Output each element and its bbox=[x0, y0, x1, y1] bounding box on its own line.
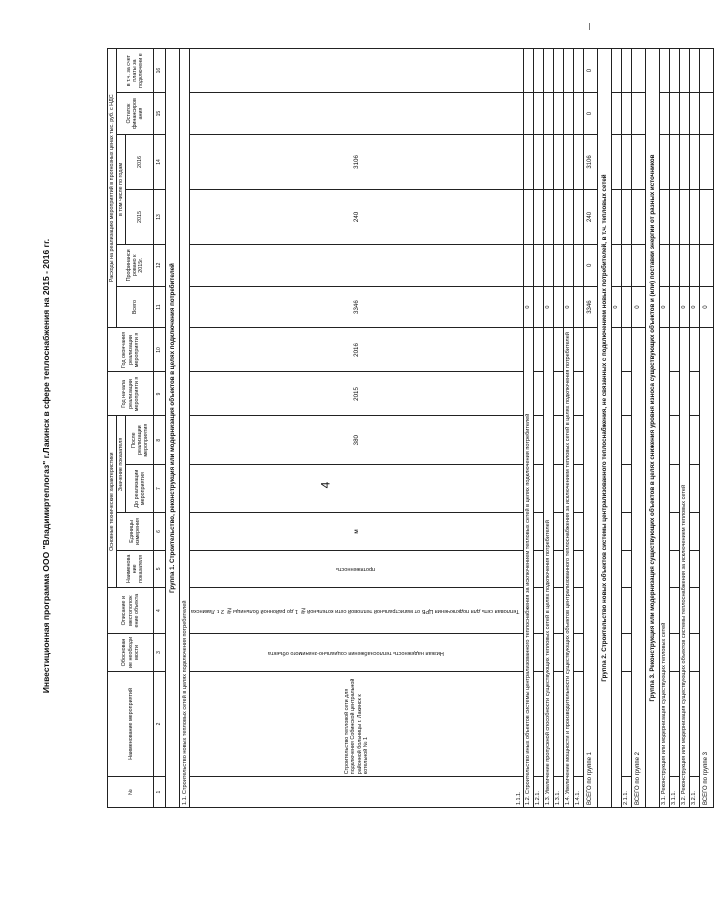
investment-table bbox=[107, 48, 714, 808]
table-row bbox=[669, 49, 679, 808]
group-1-total: 3346 bbox=[583, 286, 597, 328]
header-unit: Единицы измерения bbox=[117, 513, 154, 550]
section-1-2 bbox=[523, 49, 533, 808]
row-number: 3.2.1. bbox=[689, 777, 699, 808]
header-2016: 2016 bbox=[126, 134, 154, 189]
section-3-1 bbox=[659, 49, 669, 808]
header-after: После реализации мероприятия bbox=[126, 416, 154, 464]
section-3-2-title: 3.2. Реконструкция или модернизация существующих объектов системы теплоснабжения за исключением тепловых сетей bbox=[679, 328, 689, 808]
header-justification: Обоснован ие необходи мости bbox=[108, 634, 154, 671]
group-1-total-label: ВСЕГО по группе 1 bbox=[583, 328, 597, 808]
col-number: 16 bbox=[154, 49, 166, 93]
header-no: № bbox=[108, 777, 154, 808]
section-3-2 bbox=[679, 49, 689, 808]
group-2-total: 0 bbox=[631, 286, 645, 328]
header-2015: 2015 bbox=[126, 189, 154, 244]
group-1-header bbox=[166, 49, 180, 808]
table-row bbox=[573, 49, 583, 808]
header-financed: Профинанси ровано к 2015г. bbox=[117, 244, 154, 286]
section-1-3-total: 0 bbox=[543, 286, 553, 328]
group-1-2016: 3106 bbox=[583, 134, 597, 189]
group-3-total-label: ВСЕГО по группе 3 bbox=[699, 328, 713, 808]
remaining-value bbox=[190, 93, 524, 135]
row-number: 1.4.1. bbox=[573, 777, 583, 808]
table-row bbox=[553, 49, 563, 808]
row-number: 2.1.1. bbox=[621, 777, 631, 808]
page-number: 4 bbox=[318, 481, 333, 489]
justification-text: Низкая надежность теплоснабжения социально-значимого объекта bbox=[267, 649, 444, 656]
investment-table-rotated bbox=[107, 48, 709, 808]
row-number: 1.2.1. bbox=[533, 777, 543, 808]
header-total: Всего bbox=[117, 286, 154, 328]
group-3-title: Группа 3. Реконструкция или модернизация существующих объектов в целях снижения уровня износа существующих объектов и (или) поставки энергии от разных источников bbox=[645, 49, 659, 808]
y2016-value: 3106 bbox=[190, 134, 524, 189]
before-value bbox=[190, 464, 524, 512]
section-1-2-total: 0 bbox=[523, 286, 533, 328]
section-1-4-title: 1.4. Увеличение мощности и производительности существующих объектов централизованного теплоснабжения за исключением тепловых сетей в целях подключения потребителей bbox=[563, 328, 573, 808]
group-2-total-label: ВСЕГО по группе 2 bbox=[631, 328, 645, 808]
col-number: 3 bbox=[154, 634, 166, 671]
column-numbers-row bbox=[154, 49, 166, 808]
group-3-header bbox=[645, 49, 659, 808]
header-incl-connection: в т.ч. за счет платы за подключени е bbox=[117, 49, 154, 93]
indicator-name: протяженность bbox=[335, 566, 376, 573]
start-year-value: 2015 bbox=[190, 372, 524, 416]
col-number: 14 bbox=[154, 134, 166, 189]
header-costs: Расходы на реализацию мероприятий в прогнозных ценах тыс. руб. с НДС bbox=[108, 49, 117, 328]
scan-mark bbox=[589, 23, 590, 30]
col-number: 10 bbox=[154, 328, 166, 372]
total-value: 3346 bbox=[190, 286, 524, 328]
section-1-4 bbox=[563, 49, 573, 808]
col-number: 11 bbox=[154, 286, 166, 328]
header-start-year: Год начала реализации мероприяти я bbox=[108, 372, 154, 416]
section-3-1-total: 0 bbox=[659, 286, 669, 328]
section-3-1-title: 3.1. Реконструкция или модернизация существующих тепловых сетей bbox=[659, 328, 669, 808]
table-row bbox=[689, 49, 699, 808]
end-year-value: 2016 bbox=[190, 328, 524, 372]
col-number: 6 bbox=[154, 513, 166, 550]
col-number: 8 bbox=[154, 416, 166, 464]
header-description: Описание и местополож ение объекта bbox=[108, 588, 154, 634]
header-row-1 bbox=[108, 49, 117, 808]
row-number: 1.3.1. bbox=[553, 777, 563, 808]
description-text: Тепловая сеть для подключения ЦРБ от магистральной тепловой сети котельной № 1 до районной больницы № 2 г. Лакинска bbox=[191, 607, 520, 614]
group-1-total-row bbox=[583, 49, 597, 808]
section-1-2-title: 1.2. Строительство иных объектов системы централизованного теплоснабжения за исключением тепловых сетей в целях подключения потребителей bbox=[523, 328, 533, 808]
group-1-2015: 240 bbox=[583, 189, 597, 244]
header-tech-chars: Основные технические характеристики bbox=[108, 416, 117, 588]
col-number: 12 bbox=[154, 244, 166, 286]
group-2-title: Группа 2. Строительство новых объектов системы централизованного теплоснабжения, не связанных с подключением новых потребителей, в т.ч. тепловых сетей bbox=[597, 49, 611, 808]
section-1-1 bbox=[180, 49, 190, 808]
table-row bbox=[190, 49, 524, 808]
table-row bbox=[621, 49, 631, 808]
group-3-total: 0 bbox=[699, 286, 713, 328]
col-number: 4 bbox=[154, 588, 166, 634]
unit-value: м bbox=[190, 513, 524, 550]
group-2-header bbox=[597, 49, 611, 808]
col-number: 15 bbox=[154, 93, 166, 135]
row-3-2-1-total: 0 bbox=[689, 286, 699, 328]
connection-value bbox=[190, 49, 524, 93]
group-3-total-row bbox=[699, 49, 713, 808]
col-number: 13 bbox=[154, 189, 166, 244]
table-row bbox=[533, 49, 543, 808]
row-number: 3.1.1. bbox=[669, 777, 679, 808]
header-remaining: Остаток финансиров ания bbox=[117, 93, 154, 135]
section-1-1-title: 1.1. Строительство новых тепловых сетей в целях подключения потребителей bbox=[180, 49, 190, 808]
header-name: Наименование мероприятий bbox=[108, 671, 154, 777]
section-1-3 bbox=[543, 49, 553, 808]
after-value: 380 bbox=[190, 416, 524, 464]
measure-name: Строительство тепловой сети для подключения Собинской центральной районной больницы г. Лакинск к котельной № 1 bbox=[190, 671, 524, 777]
section-1-3-title: 1.3. Увеличение пропускной способности существующих тепловых сетей в целях подключения потребителей bbox=[543, 328, 553, 808]
header-by-year: в том числе по годам bbox=[117, 134, 126, 244]
header-indicator-name: Наименова ние показателя bbox=[117, 550, 154, 587]
col-number: 5 bbox=[154, 550, 166, 587]
group-1-financed: 0 bbox=[583, 244, 597, 286]
section-3-2-total: 0 bbox=[679, 286, 689, 328]
group-2-value: 0 bbox=[611, 286, 621, 328]
group-2-summary-row bbox=[611, 49, 621, 808]
header-indicator-value: Значение показателя bbox=[117, 416, 126, 513]
y2015-value: 240 bbox=[190, 189, 524, 244]
financed-value bbox=[190, 244, 524, 286]
group-2-total-row bbox=[631, 49, 645, 808]
group-1-connection: 0 bbox=[583, 49, 597, 93]
section-1-4-total: 0 bbox=[563, 286, 573, 328]
col-number: 2 bbox=[154, 671, 166, 777]
col-number: 1 bbox=[154, 777, 166, 808]
col-number: 7 bbox=[154, 464, 166, 512]
group-1-remaining: 0 bbox=[583, 93, 597, 135]
group-1-title: Группа 1. Строительство, реконструкция или модернизация объектов в целях подключения потребителей bbox=[166, 49, 180, 808]
col-number: 9 bbox=[154, 372, 166, 416]
header-end-year: Год окончания реализации мероприяти я bbox=[108, 328, 154, 372]
row-number: 1.1.1. bbox=[190, 777, 524, 808]
header-before: До реализации мероприятия bbox=[126, 464, 154, 512]
document-title: Инвестиционная программа ООО "Владимиртеплогаз" г.Лакинск в сфере теплоснабжения на 2015 - 2016 гг. bbox=[41, 238, 51, 694]
